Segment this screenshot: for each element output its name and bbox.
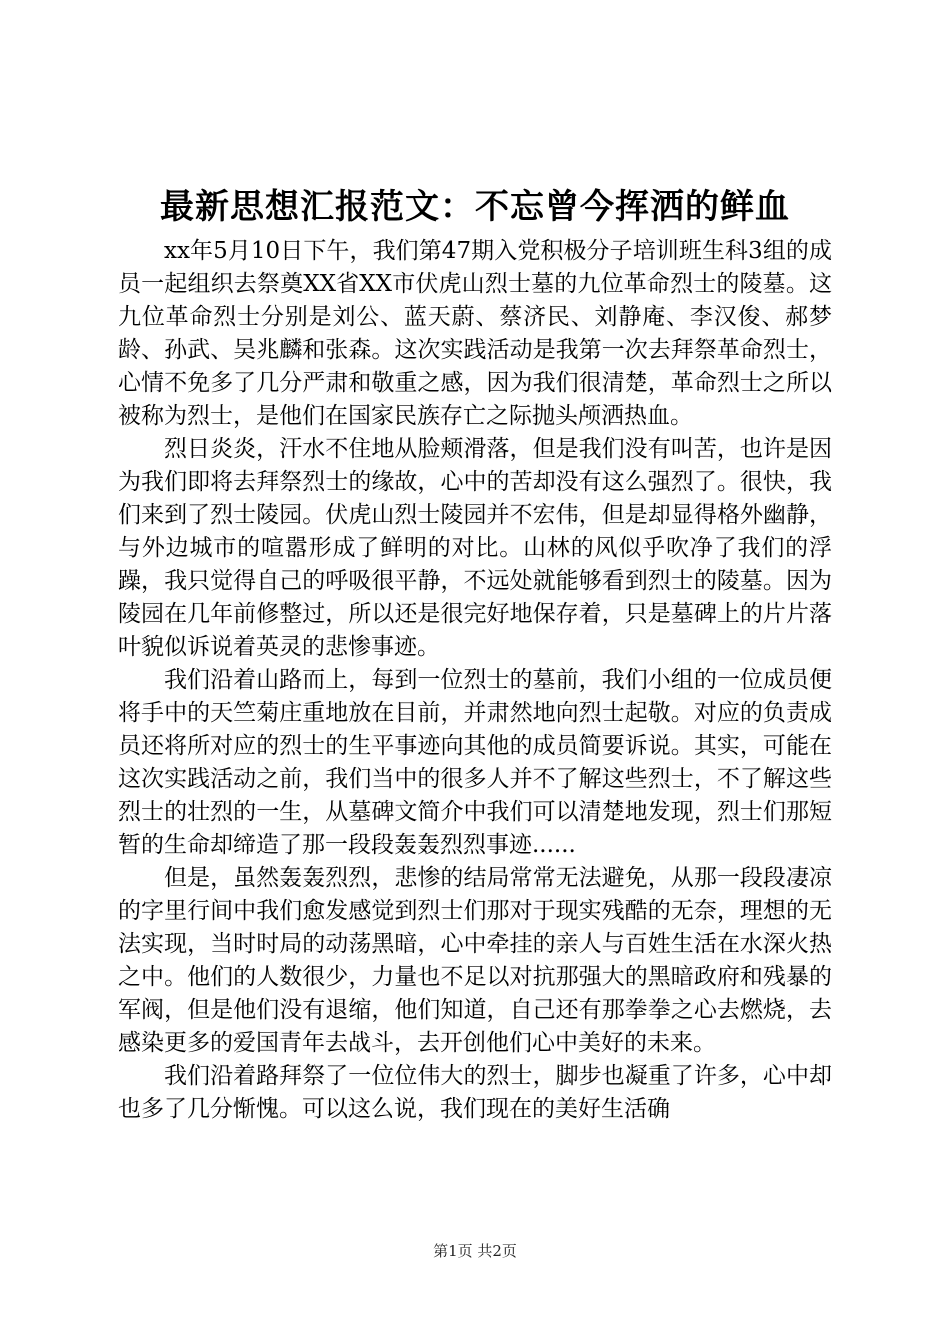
document-title: 最新思想汇报范文：不忘曾今挥洒的鲜血 <box>160 187 790 227</box>
paragraph: 烈日炎炎，汗水不住地从脸颊滑落，但是我们没有叫苦，也许是因为我们即将去拜祭烈士的缘故，心中的苦却没有这么强烈了。很快，我们来到了烈士陵园。伏虎山烈士陵园并不宏伟，但是却显得格外幽静，与外边城市的喧嚣形成了鲜明的对比。山林的风似乎吹净了我们的浮躁，我只觉得自己的呼吸很平静，不远处就能够看到烈士的陵墓。因为陵园在几年前修整过，所以还是很完好地保存着，只是墓碑上的片片落叶貌似诉说着英灵的悲惨事迹。 <box>118 436 832 660</box>
paragraph: 我们沿着路拜祭了一位位伟大的烈士，脚步也凝重了许多，心中却也多了几分惭愧。可以这么说，我们现在的美好生活确 <box>118 1063 832 1122</box>
paragraph: 我们沿着山路而上，每到一位烈士的墓前，我们小组的一位成员便将手中的天竺菊庄重地放在目前，并肃然地向烈士起敬。对应的负责成员还将所对应的烈士的生平事迹向其他的成员简要诉说。其实，可能在这次实践活动之前，我们当中的很多人并不了解这些烈士，不了解这些烈士的壮烈的一生，从墓碑文简介中我们可以清楚地发现，烈士们那短暂的生命却缔造了那一段段轰轰烈烈事迹...... <box>118 667 832 858</box>
page-number-footer: 第1页 共2页 <box>433 1242 517 1260</box>
document-body <box>118 235 832 1126</box>
paragraph: xx年5月10日下午，我们第47期入党积极分子培训班生科3组的成员一起组织去祭奠XX省XX市伏虎山烈士墓的九位革命烈士的陵墓。这九位革命烈士分别是刘公、蓝天蔚、蔡济民、刘静庵、李汉俊、郝梦龄、孙武、吴兆麟和张森。这次实践活动是我第一次去拜祭革命烈士，心情不免多了几分严肃和敬重之感，因为我们很清楚，革命烈士之所以被称为烈士，是他们在国家民族存亡之际抛头颅洒热血。 <box>118 238 832 429</box>
paragraph: 但是，虽然轰轰烈烈，悲惨的结局常常无法避免，从那一段段凄凉的字里行间中我们愈发感觉到烈士们那对于现实残酷的无奈，理想的无法实现，当时时局的动荡黑暗，心中牵挂的亲人与百姓生活在水深火热之中。他们的人数很少，力量也不足以对抗那强大的黑暗政府和残暴的军阀，但是他们没有退缩，他们知道，自己还有那拳拳之心去燃烧，去感染更多的爱国青年去战斗，去开创他们心中美好的未来。 <box>118 865 832 1056</box>
